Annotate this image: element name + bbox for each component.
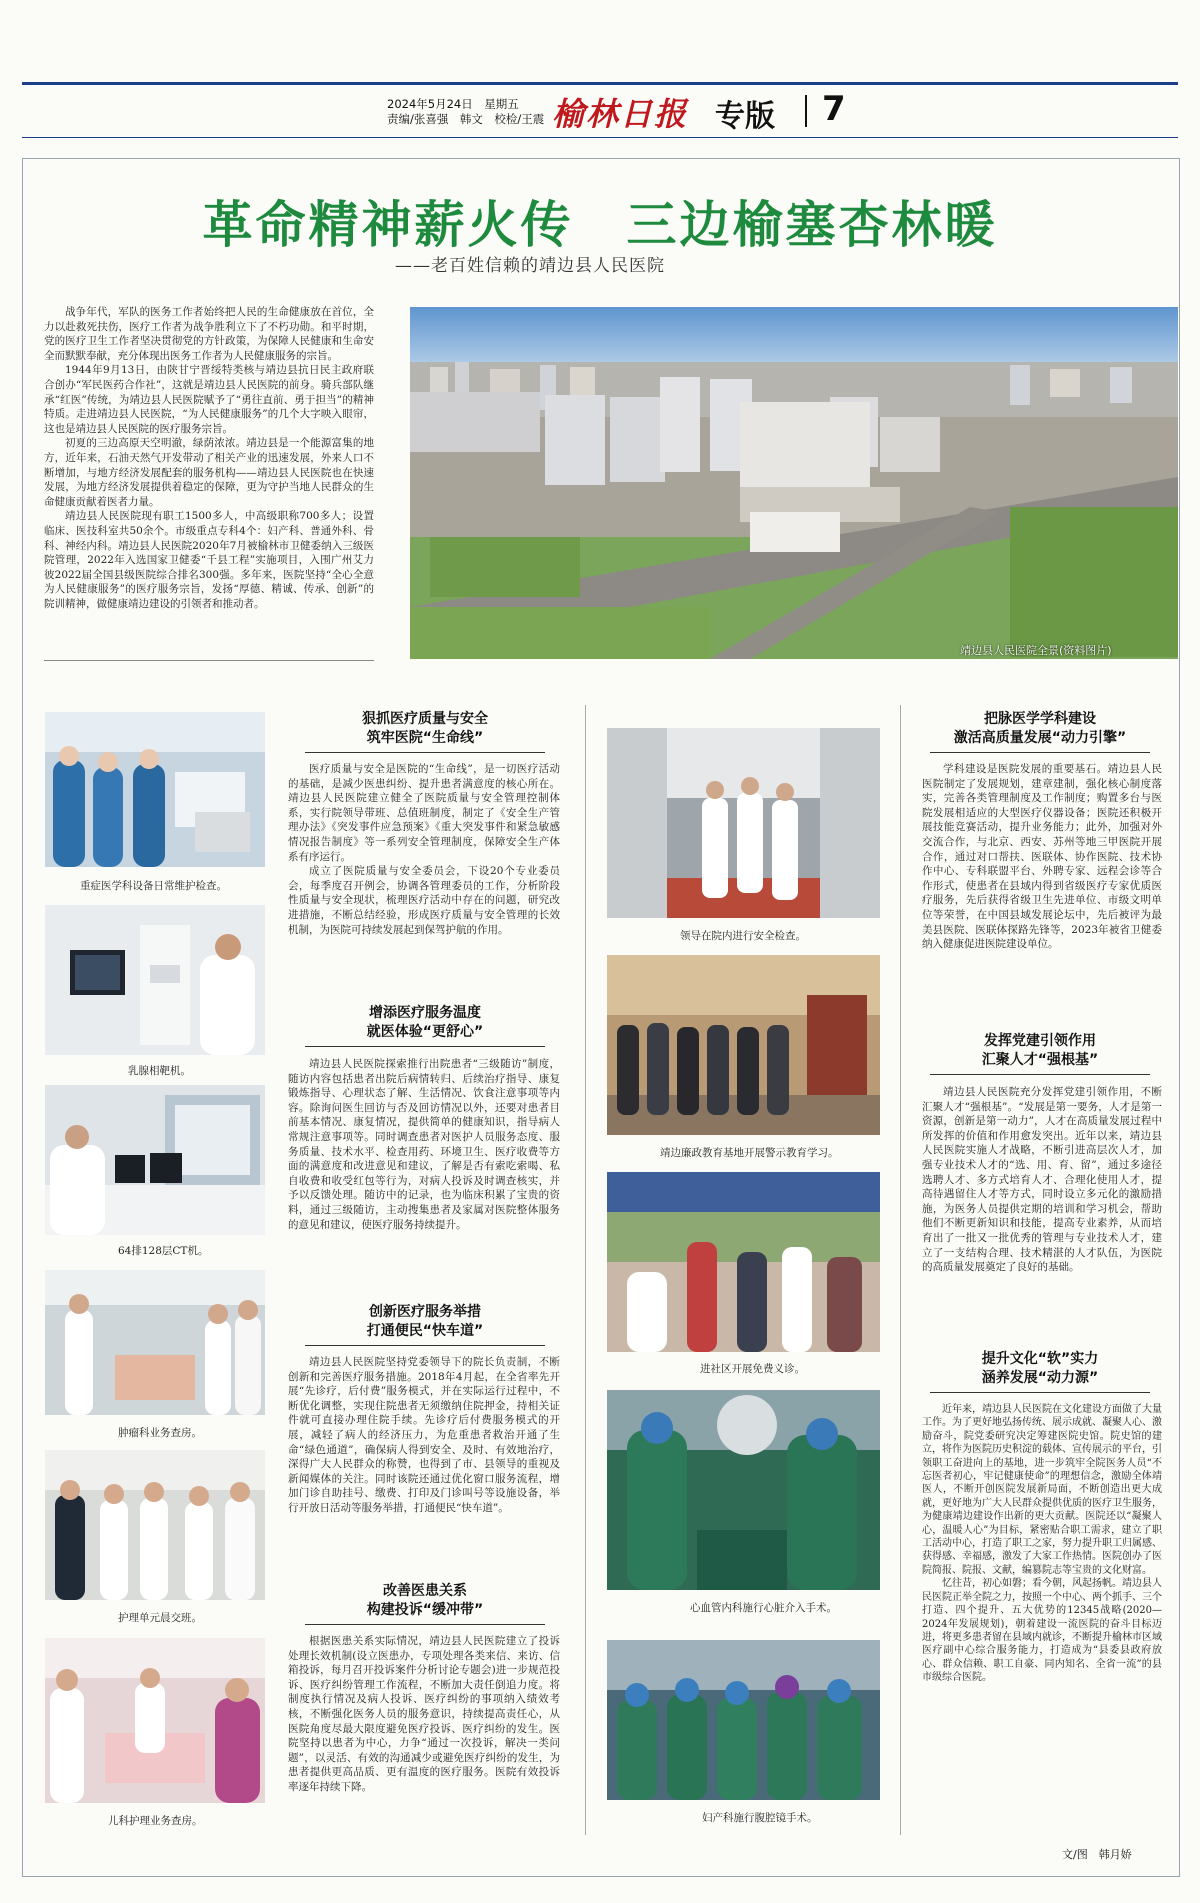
intro-paragraph: 靖边县人民医院现有职工1500多人，中高级职称700多人；设置临床、医技科室共50余个。市级重点专科4个：妇产科、普通外科、骨科、神经内科。靖边县人民医院2020年7月被榆林市卫健委纳入三级医院管理，2022年入选国家卫健委“千县工程”实施项目，入围广州艾力彼2022届全国县级医院综合排名300强。多年来，医院坚持“全心全意为人民健康服务”的医疗服务宗旨，发扬“厚德、精诚、传承、创新”的院训精神，做健康靖边建设的引领者和推动者。 bbox=[44, 510, 374, 610]
section-title: 把脉医学学科建设 激活高质量发展“动力引擎” bbox=[920, 710, 1160, 753]
photo-caption: 心血管内科施行心脏介入手术。 bbox=[690, 1602, 837, 1614]
section-title: 狠抓医疗质量与安全 筑牢医院“生命线” bbox=[295, 710, 555, 753]
photo-caption: 儿科护理业务查房。 bbox=[108, 1815, 203, 1827]
hero-caption: 靖边县人民医院全景(资料图片) bbox=[960, 644, 1112, 657]
intro-text bbox=[44, 305, 374, 611]
photo-ct-scanner bbox=[45, 1085, 265, 1235]
photo-caption: 进社区开展免费义诊。 bbox=[700, 1363, 805, 1375]
photo-icu-equipment bbox=[45, 712, 265, 867]
photo-integrity-education bbox=[607, 955, 880, 1135]
subheadline: ——老百姓信赖的靖边县人民医院 bbox=[395, 256, 665, 276]
intro-paragraph: 1944年9月13日，由陕甘宁晋绥特类核与靖边县抗日民主政府联合创办“军民医药合作社”，这就是靖边县人民医院的前身。骑兵部队继承“红医”传统，为靖边县人民医院赋予了“勇往直前、勇于担当”的精神特质。走进靖边县人民医院，“为人民健康服务”的几个大字映入眼帘，这也是靖边县人民医院的医疗服务宗旨。 bbox=[44, 364, 374, 435]
photo-cardiac-intervention bbox=[607, 1390, 880, 1590]
column-divider bbox=[585, 705, 586, 1835]
issue-date: 2024年5月24日 星期五 bbox=[387, 97, 519, 111]
masthead-info bbox=[387, 97, 544, 127]
intro-paragraph: 战争年代，军队的医务工作者始终把人民的生命健康放在首位，全力以赴救死扶伤，医疗工作者为战争胜利立下了不朽功勋。和平时期，党的医疗卫生工作者坚决贯彻党的方针政策，为保障人民健康和生命安全而默默奉献，充分体现出医务工作者为人民健康服务的宗旨。 bbox=[44, 306, 374, 362]
section-name: 专版 bbox=[715, 99, 775, 134]
hospital-aerial-photo bbox=[410, 307, 1178, 659]
section-body: 靖边县人民医院探索推行出院患者“三级随访”制度，随访内容包括患者出院后病情转归、后续治疗指导、康复锻炼指导、心理状态了解、生活情况、饮食注意事项等内容。除询问医生回访与否及回访情况以外，还要对患者目前基本情况、康复情况，提供简单的健康知识，指导病人常规注意事项等。同时调查患者对医护人员服务态度、服务质量、技术水平、检查用药、环境卫生、医疗收费等方面的满意度和改进意见和建议，了解是否有索吃索喝、私自收费和收受红包等行为，对病人投诉及时调查核实，并予以反馈处理。随访中的记录，也为临床积累了宝贵的资料，通过三级随访，主动搜集患者及家属对医院整体服务的意见和建议，使医疗服务持续提升。 bbox=[288, 1058, 560, 1231]
section-body: 学科建设是医院发展的重要基石。靖边县人民医院制定了发展规划，建章建制，强化核心制度落实，完善各类管理制度及工作制度；购置多台与医院发展相适应的大型医疗仪器设备；医院还积极开展技能竞赛活动，提升业务能力；此外，加强对外交流合作，与北京、西安、苏州等地三甲医院开展合作，通过对口帮扶、医联体、协作医院、技术协作中心、专科联盟平台、外聘专家、远程会诊等合作形式，使患者在县域内得到省级医疗专家优质医疗服务，先后获得省级卫生先进单位、市级文明单位等荣誉，在中国县域发展论坛中，先后被评为最美县医院、医联体探路先锋等，2023年被省卫健委纳入健康促进医院建设单位。 bbox=[922, 763, 1162, 951]
photo-caption: 乳腺相靶机。 bbox=[128, 1065, 191, 1077]
section-body: 靖边县人民医院坚持党委领导下的院长负责制，不断创新和完善医疗服务措施。2018年4月起，在全省率先开展“先诊疗，后付费”服务模式，并在实际运行过程中，不断优化调整，实现住院患者无须缴纳住院押金，持相关证件就可直接办理住院手续。先诊疗后付费服务模式的开展，减轻了病人的经济压力，为危重患者救治开通了生命“绿色通道”，确保病人得到安全、及时、有效地治疗，深得广大人民群众的称赞，也得到了市、县领导的重视及新闻媒体的关注。同时该院还通过优化窗口服务流程，增加门诊自助挂号、缴费、打印及门诊叫号等设施设备，举行开放日活动等服务举措，打通便民“快车道”。 bbox=[288, 1356, 560, 1514]
masthead-divider bbox=[805, 95, 807, 127]
photo-caption: 妇产科施行腹腔镜手术。 bbox=[702, 1812, 818, 1824]
section-body: 近年来，靖边县人民医院在文化建设方面做了大量工作。为了更好地弘扬传统、展示成就、凝聚人心、激励奋斗，院党委研究决定筹建医院史馆。院史馆的建立，将作为医院历史积淀的载体、宣传展示的平台，引领职工奋进向上的基地，进一步筑牢全院医务人员“不忘医者初心，牢记健康使命”的理想信念，激励全体靖医人，不断开创医院发展新局面，不断创造出更大成就，更好地为广大人民群众提供优质的医疗卫生服务，为健康靖边建设作出新的更大贡献。医院还以“凝聚人心，温暖人心”为目标，紧密贴合职工需求，建立了职工活动中心，打造了职工之家，努力提升职工归属感、获得感、幸福感，激发了大家工作热情。医院创办了医院简报、院报、文献，编篡院志等宝贵的文化财富。 忆往昔，初心如磐；看今朝，风起扬帆。靖边县人民医院正举全院之力，按照一个中心、两个抓手、三个打造、四个提升、五大优势的12345战略(2020—2024年发展规划)，朝着建设一流医院的奋斗目标迈进，将更多患者留在县域内就诊，不断提升榆林市区域医疗副中心综合服务能力，打造成为“县委县政府放心、群众信赖、职工自豪、同内知名、全省一流”的县市级综合医院。 bbox=[922, 1404, 1162, 1684]
newspaper-logo: 榆林日报 bbox=[552, 95, 689, 133]
page-number: 7 bbox=[822, 89, 846, 129]
photo-caption: 重症医学科设备日常维护检查。 bbox=[80, 880, 227, 892]
photo-caption: 领导在院内进行安全检查。 bbox=[680, 930, 806, 942]
headline: 革命精神薪火传 三边榆塞杏林暖 bbox=[202, 196, 998, 254]
intro-divider bbox=[44, 660, 374, 661]
photo-caption: 肿瘤科业务查房。 bbox=[118, 1427, 202, 1439]
section-title: 增添医疗服务温度 就医体验“更舒心” bbox=[295, 1004, 555, 1047]
photo-nursing-shift bbox=[45, 1450, 265, 1600]
photo-laparoscopic-surgery bbox=[607, 1640, 880, 1800]
masthead bbox=[22, 82, 1178, 138]
section-title: 创新医疗服务举措 打通便民“快车道” bbox=[295, 1303, 555, 1346]
editor-credits: 责编/张喜强 韩文 校检/王震 bbox=[387, 112, 545, 126]
section-title: 提升文化“软”实力 涵养发展“动力源” bbox=[920, 1350, 1160, 1393]
photo-pediatric-rounds bbox=[45, 1638, 265, 1803]
photo-caption: 靖边廉政教育基地开展警示教育学习。 bbox=[660, 1147, 839, 1159]
photo-free-clinic bbox=[607, 1172, 880, 1352]
photo-caption: 64排128层CT机。 bbox=[118, 1245, 209, 1257]
photo-caption: 护理单元晨交班。 bbox=[118, 1612, 202, 1624]
photo-mammography bbox=[45, 905, 265, 1055]
photo-oncology-rounds bbox=[45, 1270, 265, 1415]
author-credit: 文/图 韩月娇 bbox=[1062, 1848, 1132, 1861]
photo-safety-inspection bbox=[607, 728, 880, 918]
section-title: 发挥党建引领作用 汇聚人才“强根基” bbox=[920, 1032, 1160, 1075]
intro-paragraph: 初夏的三边高原天空明澈，绿荫浓浓。靖边县是一个能源富集的地方，近年来，石油天然气开发带动了相关产业的迅速发展，外来人口不断增加，与地方经济发展配套的服务机构——靖边县人民医院也在快速发展，为地方经济发展提供着稳定的保障，更为守护当地人民群众的生命健康贡献着医者力量。 bbox=[44, 437, 374, 508]
section-body: 靖边县人民医院充分发挥党建引领作用，不断汇聚人才“强根基”。“发展是第一要务，人才是第一资源，创新是第一动力”，人才在高质量发展过程中所发挥的价值和作用愈发突出。近年以来，靖边县人民医院实施人才战略，不断引进高层次人才，加强专业技术人才的“选、用、育、留”，通过多途径选聘人才、多方式培育人才、合理化使用人才，提高待遇留住人才等方式，同时设立多元化的激励措施，为医务人员提供定期的培训和学习机会，帮助他们不断更新知识和技能，提高专业素养，从而培育出了一批又一批优秀的管理与专业技术人才，建立了一支结构合理、技术精湛的人才队伍，为医院的高质量发展奠定了良好的基础。 bbox=[922, 1086, 1162, 1274]
column-divider bbox=[900, 705, 901, 1835]
section-body: 医疗质量与安全是医院的“生命线”，是一切医疗活动的基础，是减少医患纠纷、提升患者满意度的核心所在。靖边县人民医院建立健全了医院质量与安全管理控制体系，实行院领导带班、总值班制度，制定了《安全生产管理办法》《突发事件应急预案》《重大突发事件和紧急敏感情况报告制度》等一系列安全管理制度，保障安全生产体系有序运行。 成立了医院质量与安全委员会，下设20个专业委员会，每季度召开例会，协调各管理委员的工作，分析阶段性质量与安全现状，梳理医疗活动中存在的问题，研究改进措施，不断总结经验，形成医疗质量与安全管理的长效机制，为医院可持续发展起到保驾护航的作用。 bbox=[288, 763, 560, 936]
section-body: 根据医患关系实际情况，靖边县人民医院建立了投诉处理长效机制(设立医患办，专项处理各类来信、来访、信箱投诉，每月召开投诉案件分析讨论专题会)进一步规范投诉、医疗纠纷管理工作流程，不断加大责任倒追力度。将制度执行情况及病人投诉、医疗纠纷的事项纳入绩效考核，不断强化医务人员的服务意识，持续提高责任心，从医院角度尽最大限度避免医疗投诉、医疗纠纷的发生。医院坚持以患者为中心，力争“通过一次投诉，解决一类问题”，以灵活、有效的沟通减少或避免医疗纠纷的发生，为患者提供更高品质、更有温度的医疗服务。医院有效投诉率逐年持续下降。 bbox=[288, 1635, 560, 1793]
section-title: 改善医患关系 构建投诉“缓冲带” bbox=[295, 1582, 555, 1625]
